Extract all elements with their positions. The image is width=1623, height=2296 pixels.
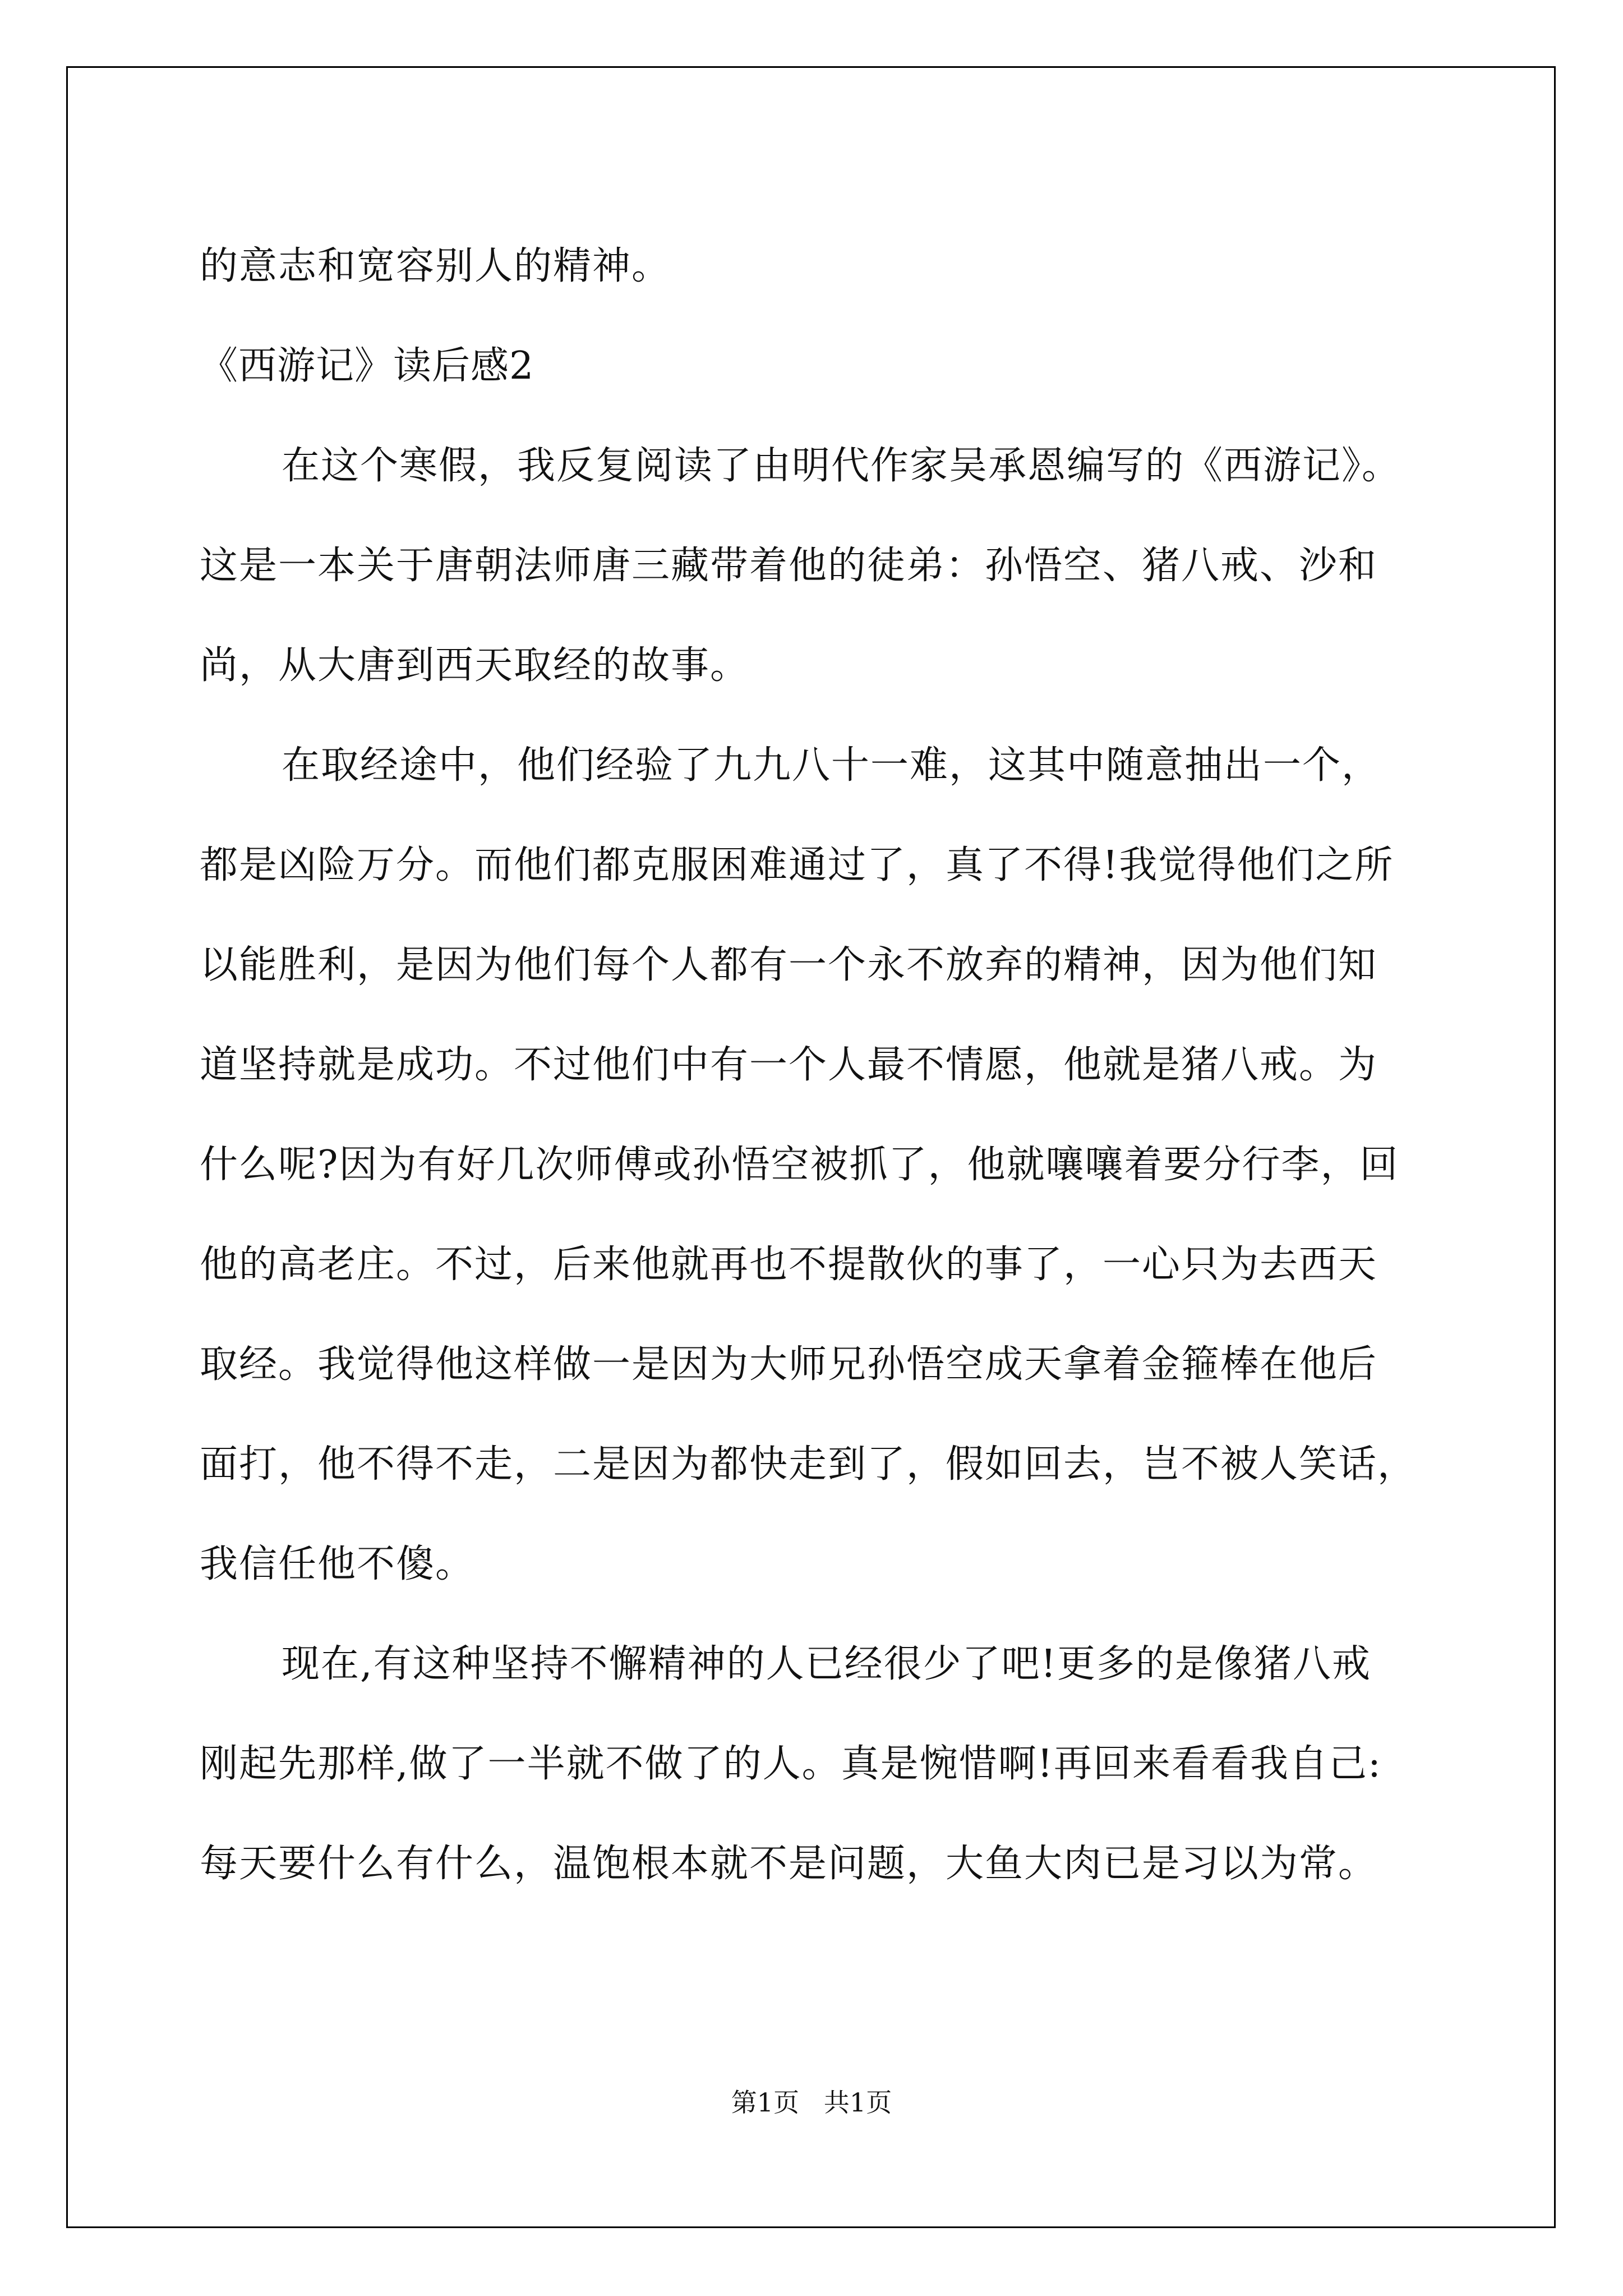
paragraph-1-line-3: 尚，从大唐到西天取经的故事。 bbox=[200, 643, 750, 688]
paragraph-2-line-7: 取经。我觉得他这样做一是因为大师兄孙悟空成天拿着金箍棒在他后 bbox=[200, 1342, 1378, 1387]
paragraph-1-line-1: 在这个寒假，我反复阅读了由明代作家吴承恩编写的《西游记》。 bbox=[282, 444, 1401, 488]
paragraph-3-line-3: 每天要什么有什么，温饱根本就不是问题，大鱼大肉已是习以为常。 bbox=[200, 1842, 1378, 1886]
page-number-footer: 第1页 共1页 bbox=[731, 2087, 892, 2118]
paragraph-2-line-5: 什么呢?因为有好几次师傅或孙悟空被抓了，他就嚷嚷着要分行李，回 bbox=[200, 1143, 1399, 1187]
paragraph-3-line-2: 刚起先那样,做了一半就不做了的人。真是惋惜啊!再回来看看我自己: bbox=[200, 1742, 1382, 1786]
paragraph-2-line-3: 以能胜利，是因为他们每个人都有一个永不放弃的精神，因为他们知 bbox=[200, 943, 1378, 987]
paragraph-2-line-6: 他的高老庄。不过，后来他就再也不提散伙的事了，一心只为去西天 bbox=[200, 1243, 1378, 1287]
text-line-1: 的意志和宽容别人的精神。 bbox=[200, 244, 671, 288]
paragraph-3-line-1: 现在,有这种坚持不懈精神的人已经很少了吧!更多的是像猪八戒 bbox=[282, 1642, 1371, 1686]
paragraph-1-line-2: 这是一本关于唐朝法师唐三藏带着他的徒弟：孙悟空、猪八戒、沙和 bbox=[200, 544, 1378, 588]
paragraph-2-line-2: 都是凶险万分。而他们都克服困难通过了，真了不得!我觉得他们之所 bbox=[200, 843, 1394, 887]
paragraph-2-line-1: 在取经途中，他们经验了九九八十一难，这其中随意抽出一个， bbox=[282, 743, 1381, 788]
paragraph-2-line-4: 道坚持就是成功。不过他们中有一个人最不情愿，他就是猪八戒。为 bbox=[200, 1043, 1378, 1087]
paragraph-2-line-9: 我信任他不傻。 bbox=[200, 1542, 475, 1586]
document-body bbox=[200, 217, 1456, 1914]
section-title: 《西游记》读后感2 bbox=[200, 344, 534, 388]
paragraph-2-line-8: 面打，他不得不走，二是因为都快走到了，假如回去，岂不被人笑话， bbox=[200, 1442, 1417, 1487]
